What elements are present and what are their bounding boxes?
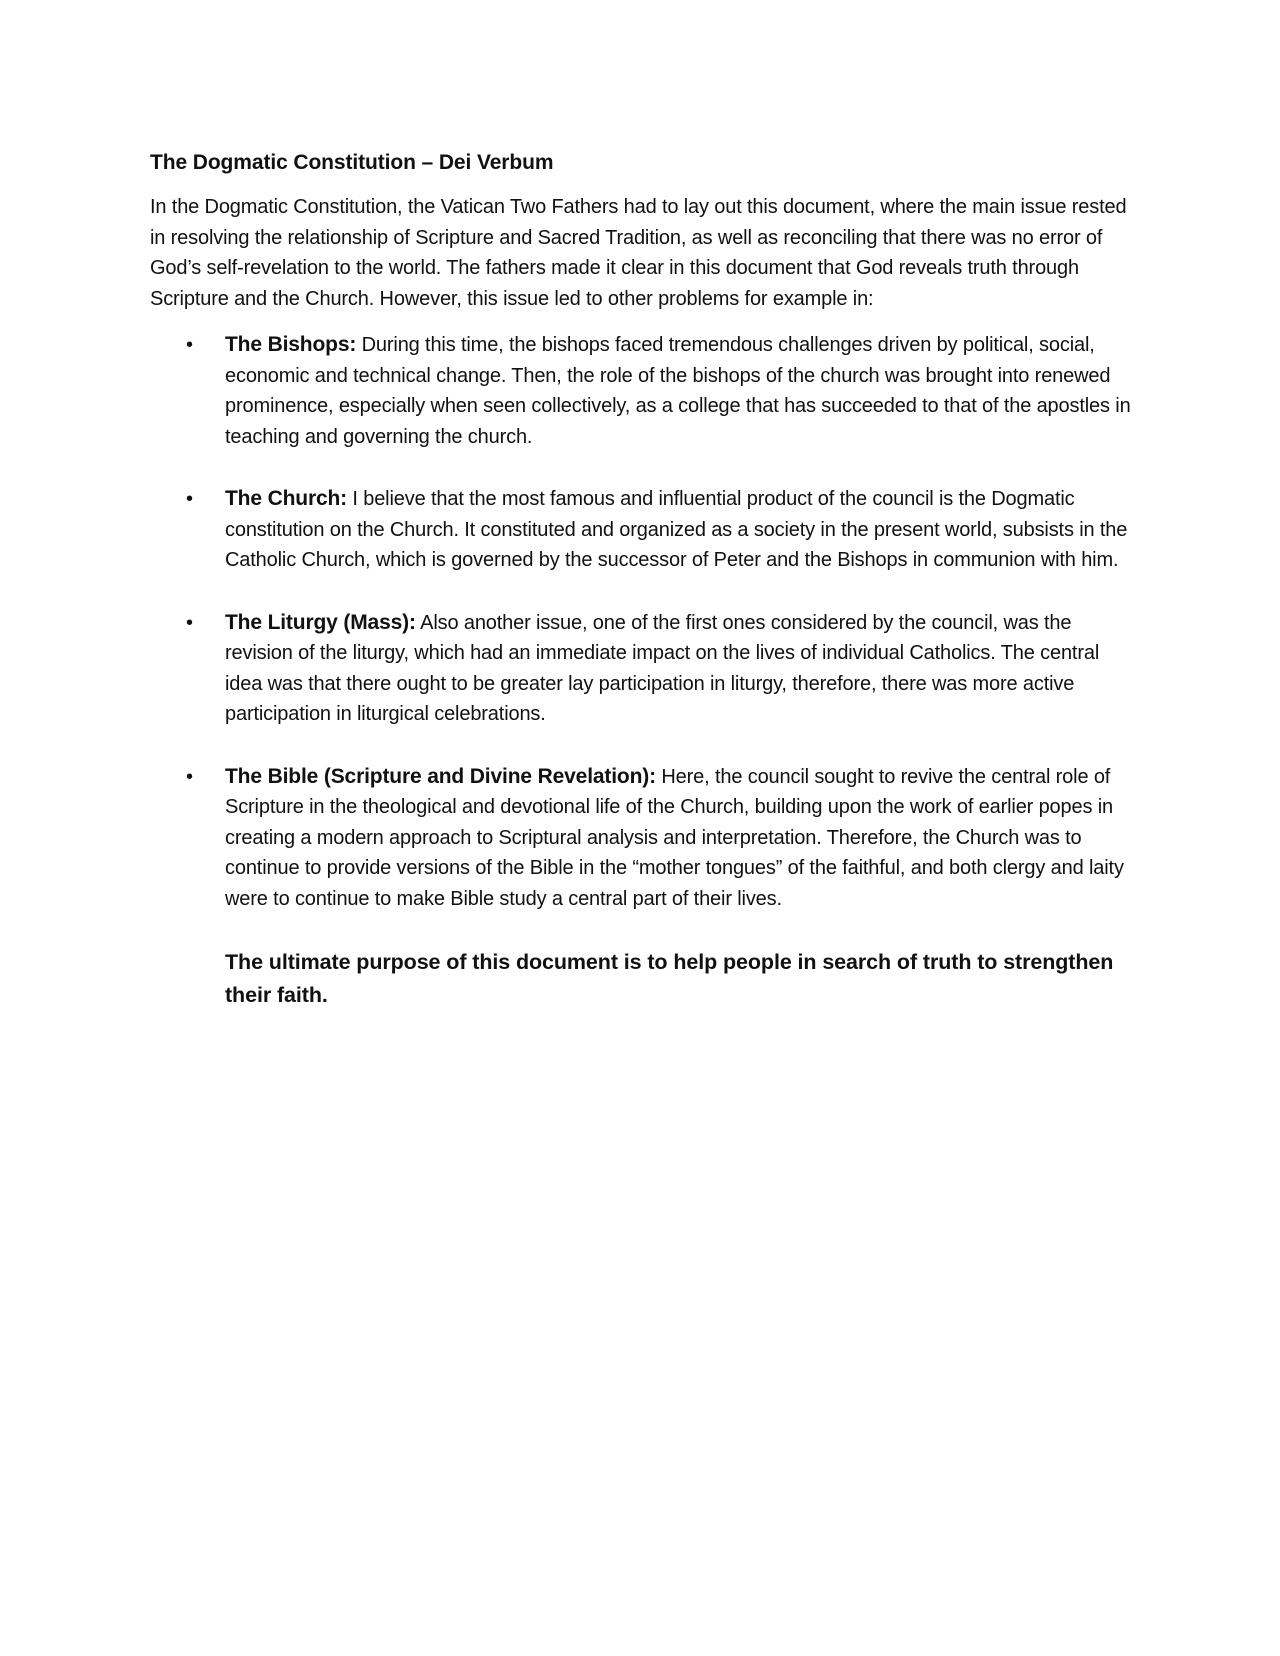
issue-text: Also another issue, one of the first ones considered by the council, was the revision of the liturgy, which had an immediate impact on the lives of individual Catholics. The central idea was that there ought to be greater lay participation in liturgy, therefore, there was more active participation in liturgical celebrations. [225,611,1100,725]
issue-label: The Church: [225,487,348,510]
document-body [150,148,1140,1012]
bullet-icon: • [186,488,193,510]
list-item-bible [150,762,1140,915]
conclusion-statement: The ultimate purpose of this document is to help people in search of truth to strengthen their faith. [225,950,1114,1007]
list-item-church [150,484,1140,576]
issue-label: The Bishops: [225,333,357,356]
list-item-bishops [150,330,1140,452]
issue-text: Here, the council sought to revive the central role of Scripture in the theological and devotional life of the Church, building upon the work of earlier popes in creating a modern approach to Scriptural analysis and interpretation. Therefore, the Church was to continue to provide versions of the Bible in the “mother tongues” of the faithful, and both clergy and laity were to continue to make Bible study a central part of their lives. [225,765,1124,910]
document-title: The Dogmatic Constitution – Dei Verbum [150,151,554,174]
issue-label: The Bible (Scripture and Divine Revelation): [225,764,656,788]
issues-list [150,330,1140,914]
bullet-icon: • [186,334,193,356]
issue-label: The Liturgy (Mass): [225,610,416,634]
bullet-icon: • [186,765,193,788]
issue-text: I believe that the most famous and influential product of the council is the Dogmatic constitution on the Church. It constituted and organized as a society in the present world, subsists in the Catholic Church, which is governed by the successor of Peter and the Bishops in communion with him. [225,488,1128,571]
list-item-liturgy [150,608,1140,730]
issue-text: During this time, the bishops faced tremendous challenges driven by political, social, economic and technical change. Then, the role of the bishops of the church was brought into renewed prominence, especially when seen collectively, as a college that has succeeded to that of the apostles in teaching and governing the church. [225,334,1131,448]
bullet-icon: • [186,611,193,634]
intro-paragraph: In the Dogmatic Constitution, the Vatican Two Fathers had to lay out this document, where the main issue rested in resolving the relationship of Scripture and Sacred Tradition, as well as reconciling that there was no error of God’s self-revelation to the world. The fathers made it clear in this document that God reveals truth through Scripture and the Church. However, this issue led to other problems for example in: [150,196,1127,310]
